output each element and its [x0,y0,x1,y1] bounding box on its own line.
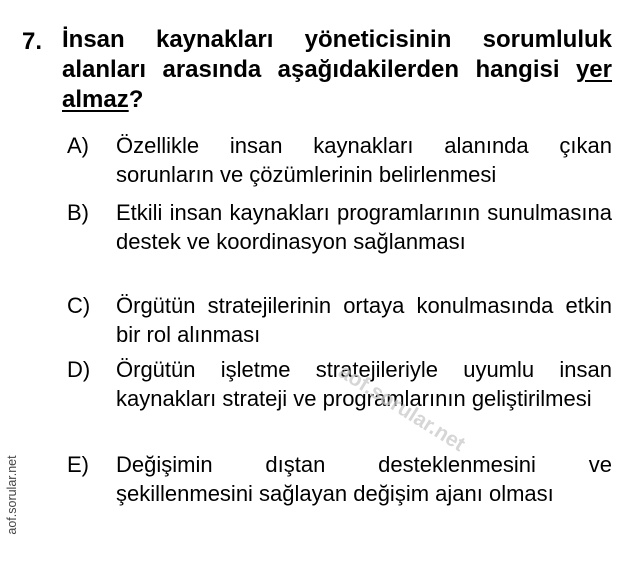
option-e-letter[interactable]: E) [67,452,89,477]
option-a-letter[interactable]: A) [67,133,89,158]
question-stem: İnsan kaynakları yöneticisinin sorumluluk alanları arasında aşağıdakilerden hangisi [62,26,612,83]
option-e-text[interactable]: Değişimin dıştan desteklenmesini ve şekillenmesini sağlayan değişim ajanı olması [116,452,612,506]
option-d-text[interactable]: Örgütün işletme stratejileriyle uyumlu insan kaynakları strateji ve programlarının geliştirilmesi [116,357,612,411]
question-emphasis: yer almaz [62,56,612,113]
option-b-text[interactable]: Etkili insan kaynakları programlarının sunulmasına destek ve koordinasyon sağlanması [116,200,612,254]
option-c-letter[interactable]: C) [67,293,91,318]
question-mark: ? [128,86,144,113]
option-d-letter[interactable]: D) [67,357,91,382]
option-a-text[interactable]: Özellikle insan kaynakları alanında çıkan sorunların ve çözümlerinin belirlenmesi [116,133,612,187]
watermark-side: aof.sorular.net [5,455,19,535]
option-c-text[interactable]: Örgütün stratejilerinin ortaya konulmasında etkin bir rol alınması [116,293,612,347]
question-text [62,25,612,115]
question-number: 7. [22,28,43,55]
watermark-diagonal: aof.sorular.net [334,359,470,457]
option-b-letter[interactable]: B) [67,200,89,225]
